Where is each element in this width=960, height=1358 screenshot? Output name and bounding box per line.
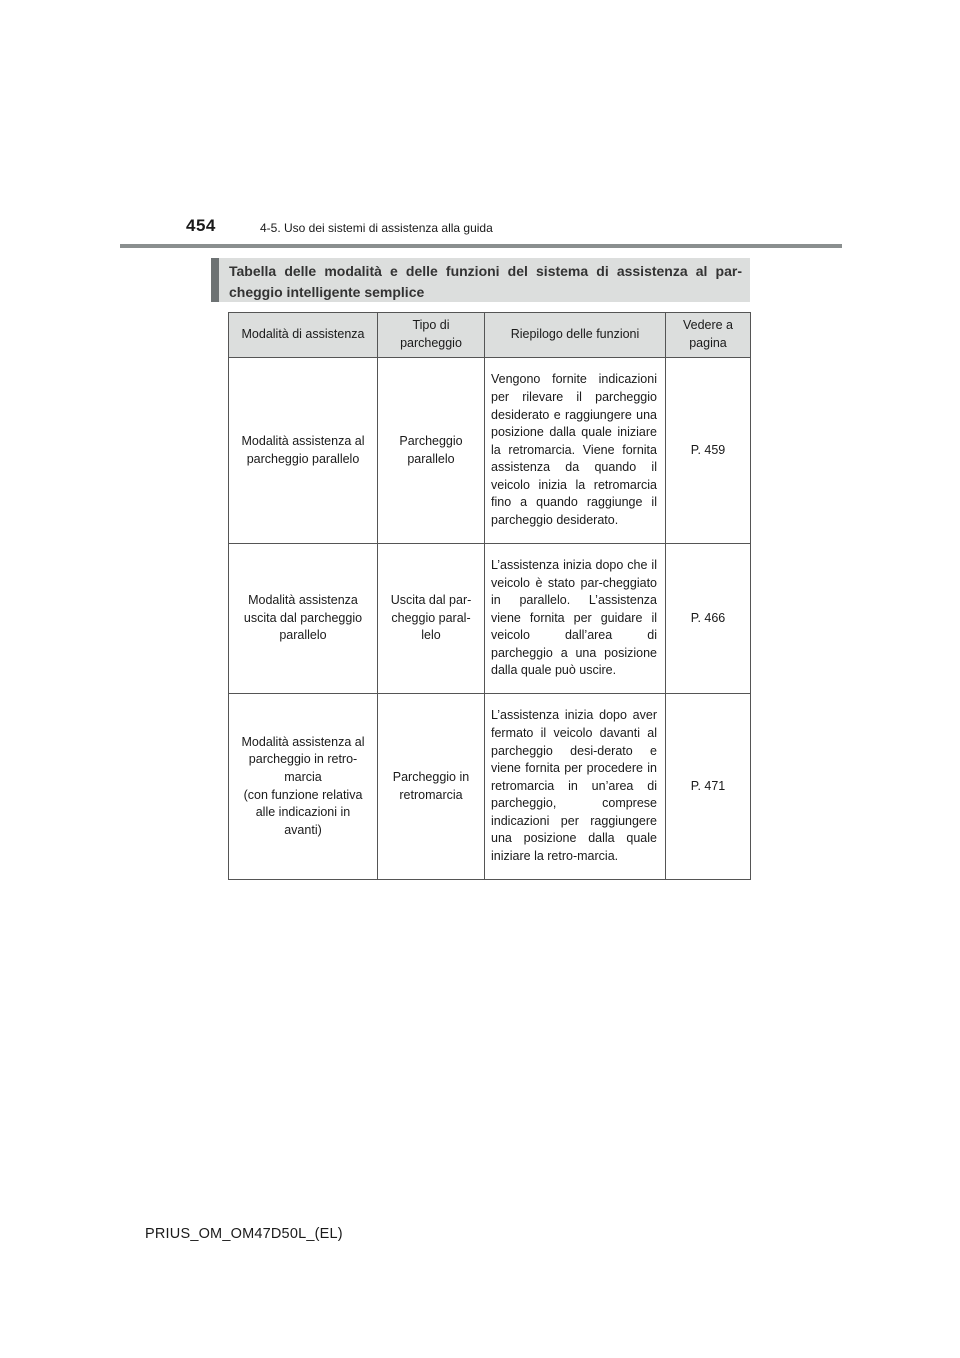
- assist-modes-table: [228, 312, 751, 880]
- column-header-type: Tipo di parcheggio: [378, 313, 485, 358]
- section-title: 4-5. Uso dei sistemi di assistenza alla guida: [260, 221, 493, 235]
- cell-page-ref: P. 466: [666, 544, 751, 694]
- table-header-row: [229, 313, 751, 358]
- cell-mode: Modalità assistenza al parcheggio parallelo: [229, 358, 378, 544]
- column-header-page: Vedere a pagina: [666, 313, 751, 358]
- cell-page-ref: P. 459: [666, 358, 751, 544]
- cell-page-ref: P. 471: [666, 694, 751, 880]
- document-footer: PRIUS_OM_OM47D50L_(EL): [145, 1226, 343, 1242]
- cell-type: Uscita dal par- cheggio paral- lelo: [378, 544, 485, 694]
- table-row: [229, 358, 751, 544]
- header-divider: [120, 244, 842, 248]
- cell-summary: L’assistenza inizia dopo che il veicolo è stato par-cheggiato in parallelo. L’assistenza viene fornita per guidare il veicolo dall’area di parcheggio a una posizione dalla quale può uscire.: [485, 544, 666, 694]
- cell-mode: Modalità assistenza uscita dal parcheggio parallelo: [229, 544, 378, 694]
- column-header-summary: Riepilogo delle funzioni: [485, 313, 666, 358]
- cell-type: Parcheggio in retromarcia: [378, 694, 485, 880]
- cell-summary: L’assistenza inizia dopo aver fermato il veicolo davanti al parcheggio desi-derato e viene fornita per procedere in retromarcia in un’area di parcheggio, comprese indicazioni per raggiungere una posizione dalla quale iniziare la retro-marcia.: [485, 694, 666, 880]
- cell-type: Parcheggio parallelo: [378, 358, 485, 544]
- table-row: [229, 544, 751, 694]
- table-row: [229, 694, 751, 880]
- page-number: 454: [186, 216, 216, 235]
- cell-mode: Modalità assistenza al parcheggio in retro- marcia (con funzione relativa alle indicazioni in avanti): [229, 694, 378, 880]
- column-header-mode: Modalità di assistenza: [229, 313, 378, 358]
- cell-summary: Vengono fornite indicazioni per rilevare il parcheggio desiderato e raggiungere una posizione dalla quale iniziare la retromarcia. Viene fornita assistenza da quando il veicolo inizia la retromarcia fino a quando raggiunge il parcheggio desiderato.: [485, 358, 666, 544]
- table-heading: Tabella delle modalità e delle funzioni del sistema di assistenza al par-cheggio intelligente semplice: [211, 258, 750, 302]
